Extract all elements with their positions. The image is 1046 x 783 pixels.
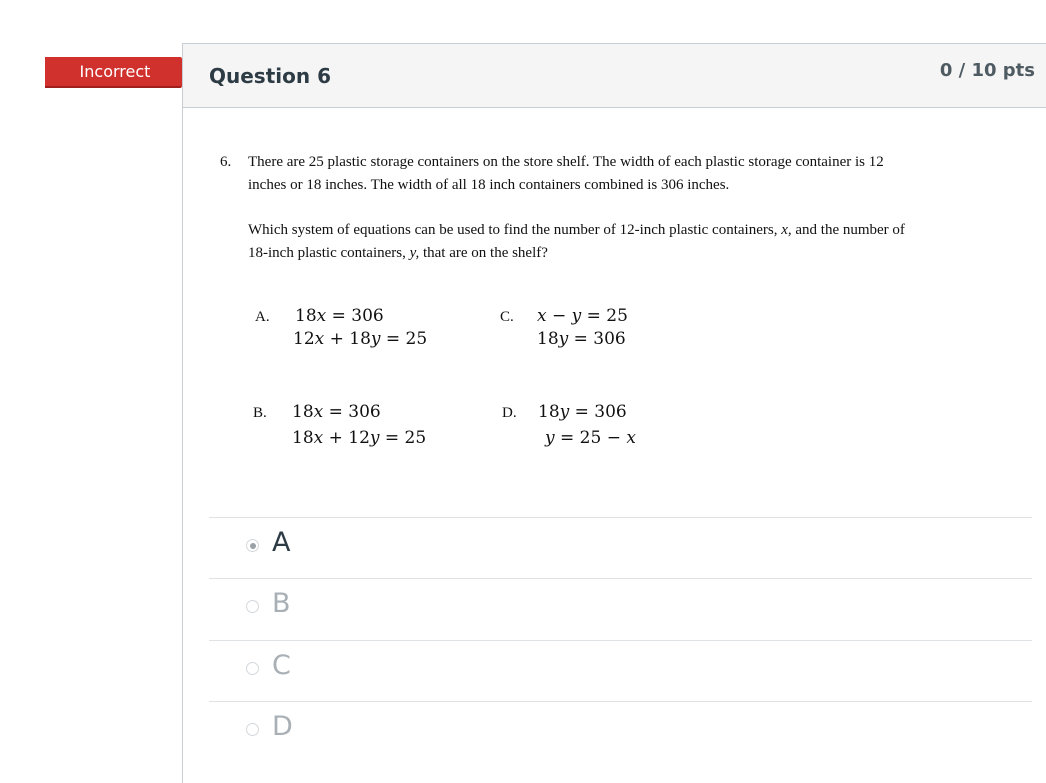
answer-option-c[interactable] [209, 640, 1032, 702]
answer-d-label[interactable]: D [272, 711, 293, 742]
question-points: 0 / 10 pts [939, 60, 1035, 81]
answer-option-a[interactable] [209, 517, 1032, 579]
question-number: 6. [220, 154, 232, 170]
choice-d-letter: D. [502, 405, 517, 421]
answer-option-d[interactable] [209, 701, 1032, 763]
stem-line-2: inches or 18 inches. The width of all 18 inch containers combined is 306 inches. [248, 177, 730, 193]
choice-c-eq1: 𝑥 − 𝑦 = 25 [537, 306, 628, 326]
choice-c-eq2: 18𝑦 = 306 [537, 329, 626, 349]
choice-a-eq1: 18𝑥 = 306 [295, 306, 384, 326]
incorrect-label: Incorrect [79, 62, 151, 81]
prompt-line-2: 18-inch plastic containers, y, that are on the shelf? [248, 245, 548, 261]
choice-b-letter: B. [253, 405, 267, 421]
choice-b-eq2: 18𝑥 + 12𝑦 = 25 [292, 428, 427, 448]
choice-d-eq2: 𝑦 = 25 − 𝑥 [545, 428, 636, 448]
choice-b-eq1: 18𝑥 = 306 [292, 402, 381, 422]
incorrect-badge [45, 57, 191, 88]
answer-c-label[interactable]: C [272, 650, 291, 681]
prompt-line-1: Which system of equations can be used to find the number of 12-inch plastic containers, x, and the number of [248, 222, 905, 238]
choice-a-eq2: 12𝑥 + 18𝑦 = 25 [293, 329, 428, 349]
stem-line-1: There are 25 plastic storage containers on the store shelf. The width of each plastic storage container is 12 [248, 154, 884, 170]
question-title: Question 6 [209, 64, 331, 88]
answer-option-b[interactable] [209, 578, 1032, 640]
radio-c[interactable] [246, 662, 259, 675]
radio-a[interactable] [246, 539, 259, 552]
answer-b-label[interactable]: B [272, 588, 291, 619]
question-header [183, 43, 1046, 108]
answer-a-label[interactable]: A [272, 527, 291, 558]
radio-b[interactable] [246, 600, 259, 613]
choice-d-eq1: 18𝑦 = 306 [538, 402, 627, 422]
choice-c-letter: C. [500, 309, 514, 325]
radio-d[interactable] [246, 723, 259, 736]
choice-a-letter: A. [255, 309, 270, 325]
